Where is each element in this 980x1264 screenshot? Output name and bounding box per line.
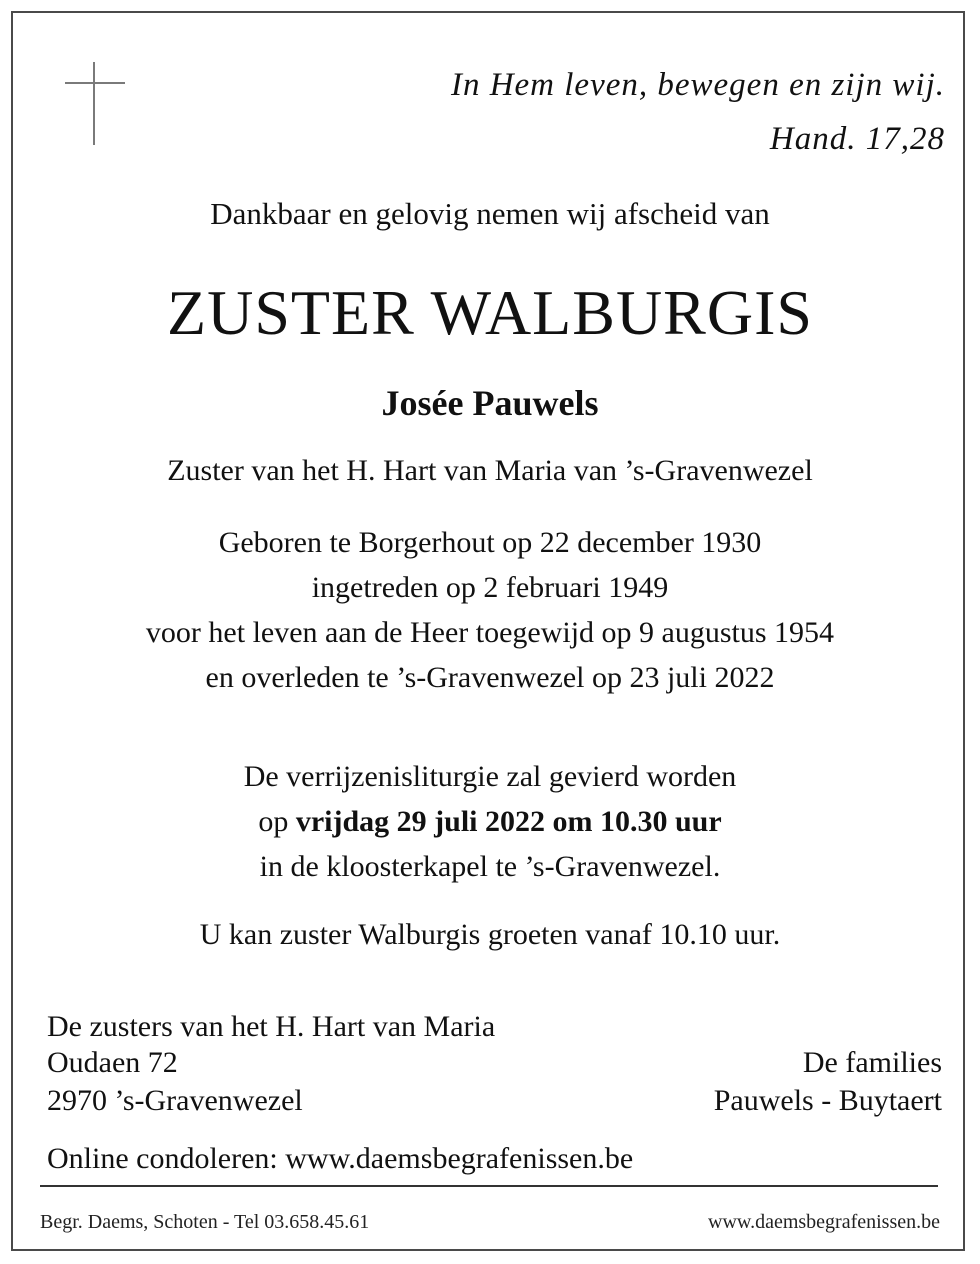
congregation-line: Zuster van het H. Hart van Maria van ’s-Gravenwezel: [167, 454, 813, 487]
sisters-city: 2970 ’s-Gravenwezel: [47, 1084, 303, 1117]
cross-icon: [93, 62, 95, 145]
motto-reference: Hand. 17,28: [769, 121, 945, 157]
families-names: Pauwels - Buytaert: [713, 1084, 942, 1117]
liturgy-datetime: vrijdag 29 juli 2022 om 10.30 uur: [295, 805, 722, 838]
religious-name: ZUSTER WALBURGIS: [167, 277, 813, 348]
sisters-street: Oudaen 72: [47, 1046, 178, 1079]
life-line-entry: ingetreden op 2 februari 1949: [311, 571, 669, 604]
life-line-death: en overleden te ’s-Gravenwezel op 23 juli 2022: [205, 661, 775, 694]
footer-funeral-home: Begr. Daems, Schoten - Tel 03.658.45.61: [40, 1211, 370, 1233]
footer-divider: [40, 1185, 938, 1187]
life-line-birth: Geboren te Borgerhout op 22 december 1930: [218, 526, 762, 559]
liturgy-line-1: De verrijzenisliturgie zal gevierd worden: [243, 760, 737, 793]
online-condolences[interactable]: Online condoleren: www.daemsbegrafenissen.be: [47, 1142, 634, 1175]
liturgy-prefix: op: [258, 805, 296, 838]
liturgy-line-2: [0, 805, 980, 839]
visit-line: U kan zuster Walburgis groeten vanaf 10.10 uur.: [199, 918, 781, 951]
cross-icon-bar: [65, 82, 125, 84]
sisters-name: De zusters van het H. Hart van Maria: [47, 1010, 496, 1043]
civil-name: Josée Pauwels: [381, 383, 599, 423]
motto-quote: In Hem leven, bewegen en zijn wij.: [450, 67, 945, 103]
life-line-vows: voor het leven aan de Heer toegewijd op 9 augustus 1954: [145, 616, 835, 649]
footer-website[interactable]: www.daemsbegrafenissen.be: [708, 1211, 940, 1233]
families-label: De families: [802, 1046, 942, 1079]
liturgy-line-3: in de kloosterkapel te ’s-Gravenwezel.: [259, 850, 721, 883]
intro-text: Dankbaar en gelovig nemen wij afscheid van: [210, 196, 770, 231]
